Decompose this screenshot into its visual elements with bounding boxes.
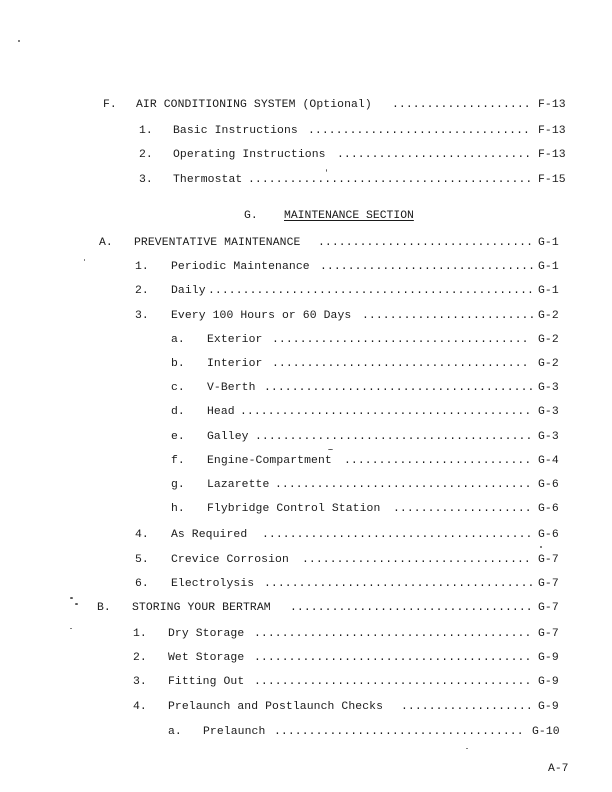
toc-leader: .................................... — [274, 726, 524, 738]
toc-entry — [0, 528, 612, 542]
toc-entry — [0, 675, 612, 689]
scan-speck — [326, 169, 327, 172]
toc-page-ref: G-6 — [538, 503, 559, 515]
toc-leader: ................................. — [302, 554, 531, 566]
toc-marker: a. — [168, 726, 182, 738]
scan-speck — [328, 449, 333, 450]
toc-marker: g. — [171, 479, 185, 491]
scan-speck — [18, 40, 20, 42]
toc-entry-text: Every 100 Hours or 60 Days — [171, 310, 352, 322]
toc-page-ref: F-13 — [538, 149, 566, 161]
toc-page-ref: G-6 — [538, 529, 559, 541]
toc-entry — [0, 700, 612, 714]
toc-entry-text: Electrolysis — [171, 578, 255, 590]
toc-leader: ............................ — [337, 149, 532, 161]
toc-entry — [0, 430, 612, 444]
toc-marker: F. — [103, 99, 117, 111]
toc-marker: 4. — [135, 529, 149, 541]
toc-leader: .................... — [393, 503, 532, 515]
toc-marker: 2. — [133, 652, 147, 664]
toc-entry-text: Engine-Compartment — [207, 455, 332, 467]
toc-marker: e. — [171, 431, 185, 443]
toc-marker: B. — [97, 602, 111, 614]
toc-entry — [0, 236, 612, 250]
toc-entry-text: As Required — [171, 529, 248, 541]
toc-entry — [0, 405, 612, 419]
toc-page-ref: G-6 — [538, 479, 559, 491]
toc-marker: 1. — [139, 125, 153, 137]
toc-page-ref: G-3 — [538, 382, 559, 394]
toc-entry — [0, 454, 612, 468]
toc-marker: 3. — [133, 676, 147, 688]
toc-marker: 5. — [135, 554, 149, 566]
toc-entry-text: Daily — [171, 285, 206, 297]
toc-entry-text: Exterior — [207, 334, 263, 346]
toc-leader: .................... — [392, 99, 531, 111]
toc-entry — [0, 260, 612, 274]
toc-marker: h. — [171, 503, 185, 515]
toc-entry-text: Crevice Corrosion — [171, 554, 289, 566]
toc-entry — [0, 357, 612, 371]
toc-page-ref: G-7 — [538, 554, 559, 566]
toc-leader: ............................................... — [208, 285, 534, 297]
toc-marker: 2. — [135, 285, 149, 297]
toc-page-ref: G-9 — [538, 652, 559, 664]
toc-leader: ........................................ — [255, 431, 533, 443]
toc-page-ref: G-2 — [538, 334, 559, 346]
toc-entry-text: Prelaunch and Postlaunch Checks — [168, 701, 384, 713]
toc-marker: 4. — [133, 701, 147, 713]
toc-entry — [0, 98, 612, 112]
toc-entry — [0, 502, 612, 516]
toc-page-ref: G-9 — [538, 676, 559, 688]
scan-speck — [84, 259, 85, 261]
toc-page-ref: F-13 — [538, 125, 566, 137]
toc-entry-text: Prelaunch — [203, 726, 266, 738]
toc-entry-text: Lazarette — [207, 479, 270, 491]
toc-page-ref: F-13 — [538, 99, 566, 111]
toc-leader: ............................... — [318, 237, 534, 249]
toc-leader: ..................................... — [272, 334, 529, 346]
toc-entry-text: Flybridge Control Station — [207, 503, 381, 515]
toc-entry-text: V-Berth — [207, 382, 256, 394]
toc-entry-text: Dry Storage — [168, 628, 245, 640]
toc-entry-text: AIR CONDITIONING SYSTEM (Optional) — [136, 99, 372, 111]
page-number: A-7 — [548, 763, 569, 775]
section-letter: G. — [244, 210, 258, 222]
toc-entry-text: Thermostat — [173, 174, 243, 186]
toc-entry-text: Head — [207, 406, 235, 418]
toc-page-ref: G-3 — [538, 431, 559, 443]
toc-page-ref: G-3 — [538, 406, 559, 418]
toc-entry — [0, 381, 612, 395]
scan-speck — [540, 546, 542, 548]
toc-marker: 3. — [135, 310, 149, 322]
toc-leader: ..................................... — [272, 358, 529, 370]
toc-page-ref: G-7 — [538, 578, 559, 590]
toc-marker: 6. — [135, 578, 149, 590]
toc-marker: c. — [171, 382, 185, 394]
toc-page-ref: G-2 — [538, 310, 559, 322]
toc-entry-text: Wet Storage — [168, 652, 245, 664]
toc-marker: 3. — [139, 174, 153, 186]
toc-marker: d. — [171, 406, 185, 418]
toc-page-ref: G-7 — [538, 602, 559, 614]
toc-entry — [0, 725, 612, 739]
toc-entry-text: Periodic Maintenance — [171, 261, 310, 273]
toc-page-ref: G-7 — [538, 628, 559, 640]
toc-entry — [0, 601, 612, 615]
toc-entry-text: Basic Instructions — [173, 125, 298, 137]
toc-leader: ........................................ — [254, 628, 532, 640]
toc-leader: ................................ — [308, 125, 530, 137]
toc-entry — [0, 309, 612, 323]
toc-leader: ................... — [401, 701, 533, 713]
toc-page-ref: G-1 — [538, 237, 559, 249]
toc-entry — [0, 627, 612, 641]
toc-entry-text: PREVENTATIVE MAINTENANCE — [134, 237, 301, 249]
toc-leader: ........................... — [344, 455, 532, 467]
toc-entry — [0, 333, 612, 347]
toc-leader: ........................................ — [254, 676, 532, 688]
toc-entry — [0, 173, 612, 187]
toc-marker: 1. — [133, 628, 147, 640]
toc-entry — [0, 124, 612, 138]
toc-leader: ............................... — [320, 261, 536, 273]
toc-entry-text: Operating Instructions — [173, 149, 326, 161]
toc-entry — [0, 148, 612, 162]
toc-page-ref: G-10 — [532, 726, 560, 738]
toc-page-ref: F-15 — [538, 174, 566, 186]
toc-page-ref: G-1 — [538, 285, 559, 297]
scan-speck — [75, 603, 78, 605]
toc-marker: b. — [171, 358, 185, 370]
toc-marker: f. — [171, 455, 185, 467]
toc-entry-text: Galley — [207, 431, 249, 443]
toc-leader: ....................................... — [264, 578, 535, 590]
toc-marker: 2. — [139, 149, 153, 161]
toc-leader: ......................................... — [248, 174, 533, 186]
scan-speck — [466, 748, 468, 749]
toc-entry — [0, 284, 612, 298]
toc-entry — [0, 553, 612, 567]
toc-marker: 1. — [135, 261, 149, 273]
toc-entry — [0, 577, 612, 591]
toc-page-ref: G-2 — [538, 358, 559, 370]
toc-marker: A. — [99, 237, 113, 249]
toc-entry — [0, 478, 612, 492]
toc-marker: a. — [171, 334, 185, 346]
toc-leader: ................................... — [290, 602, 533, 614]
scan-speck — [70, 628, 72, 629]
toc-leader: ........................................ — [254, 652, 532, 664]
section-title: MAINTENANCE SECTION — [284, 210, 414, 222]
toc-page-ref: G-9 — [538, 701, 559, 713]
toc-entry-text: STORING YOUR BERTRAM — [132, 602, 271, 614]
toc-entry-text: Fitting Out — [168, 676, 245, 688]
toc-leader: ..................................... — [275, 479, 532, 491]
toc-entry-text: Interior — [207, 358, 263, 370]
toc-leader: ....................................... — [264, 382, 535, 394]
toc-leader: .......................................... — [240, 406, 532, 418]
toc-page-ref: G-1 — [538, 261, 559, 273]
toc-entry — [0, 651, 612, 665]
toc-leader: ....................................... — [262, 529, 533, 541]
toc-leader: ......................... — [362, 310, 536, 322]
toc-page-ref: G-4 — [538, 455, 559, 467]
scan-speck — [70, 597, 73, 599]
